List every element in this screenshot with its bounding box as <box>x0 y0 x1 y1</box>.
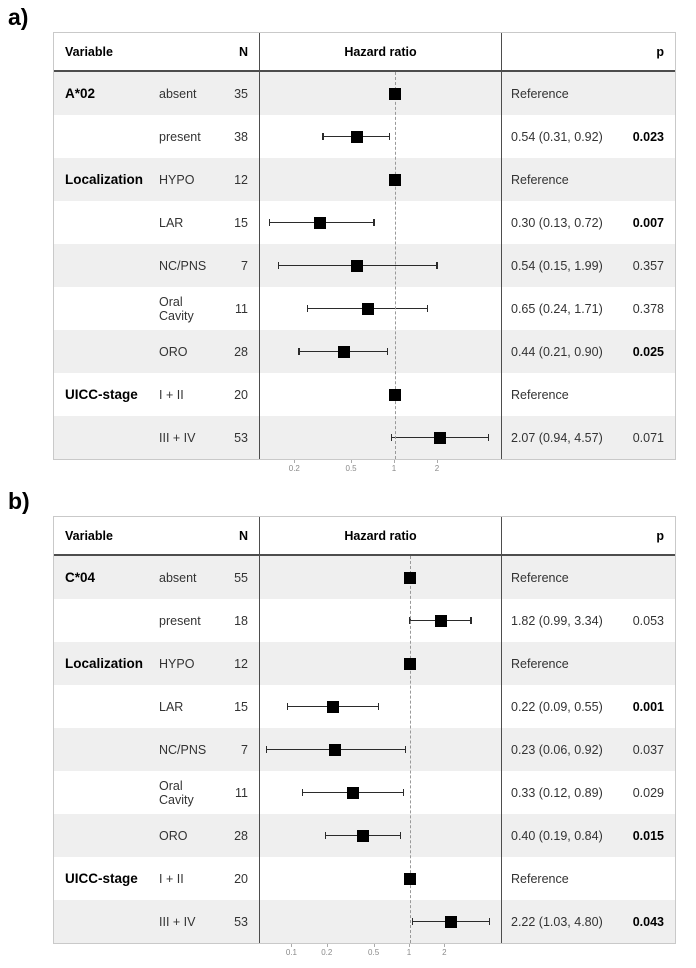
header-n: N <box>238 528 248 543</box>
variable-group-label: UICC-stage <box>65 871 138 886</box>
hr-ci-label: 2.22 (1.03, 4.80) <box>511 914 603 929</box>
hr-plot-cell <box>260 814 501 857</box>
panel-label-a: a) <box>8 4 29 30</box>
variable-group-label: C*04 <box>65 570 96 585</box>
forest-panel-a <box>0 4 696 480</box>
axis-tick <box>291 944 292 947</box>
axis-tick-label: 0.5 <box>368 948 380 957</box>
hr-ci-label: 0.40 (0.19, 0.84) <box>511 828 603 843</box>
n-value: 11 <box>235 301 248 316</box>
table-row <box>54 814 675 857</box>
n-value: 55 <box>234 570 248 585</box>
table-row <box>54 330 675 373</box>
panel-label-b: b) <box>8 488 30 514</box>
hr-marker <box>327 701 339 713</box>
variable-group-label: Localization <box>65 656 144 671</box>
n-value: 53 <box>234 430 248 445</box>
forest-table-a <box>53 32 676 460</box>
p-value: 0.023 <box>632 129 664 144</box>
table-row <box>54 115 675 158</box>
hr-ci-label: Reference <box>511 871 569 886</box>
n-value: 28 <box>234 344 248 359</box>
hr-ci-label: 0.23 (0.06, 0.92) <box>511 742 603 757</box>
hr-marker <box>389 88 401 100</box>
ci-cap-high <box>405 746 406 753</box>
hr-plot-cell <box>260 287 501 330</box>
table-row <box>54 416 675 459</box>
axis-tick <box>437 460 438 463</box>
axis-tick-label: 0.5 <box>345 464 357 473</box>
variable-level-label: NC/PNS <box>159 742 207 757</box>
table-row <box>54 72 675 115</box>
axis-tick <box>374 944 375 947</box>
ci-cap-low <box>287 703 288 710</box>
p-value: 0.378 <box>632 301 664 316</box>
ci-cap-low <box>302 789 303 796</box>
header-variable: Variable <box>65 44 113 59</box>
hr-plot-cell <box>260 642 501 685</box>
axis-tick <box>351 460 352 463</box>
hr-ci-label: 0.54 (0.31, 0.92) <box>511 129 603 144</box>
variable-level-label: absent <box>159 570 197 585</box>
axis-a <box>53 460 676 480</box>
hr-ci-label: Reference <box>511 387 569 402</box>
n-value: 28 <box>234 828 248 843</box>
n-value: 7 <box>241 258 248 273</box>
forest-panel-b <box>0 488 696 964</box>
hr-plot-cell <box>260 115 501 158</box>
hr-marker <box>347 787 359 799</box>
table-row <box>54 900 675 943</box>
hr-plot-cell <box>260 771 501 814</box>
hr-marker <box>389 389 401 401</box>
variable-level-label: LAR <box>159 699 184 714</box>
hr-plot-cell <box>260 556 501 599</box>
hr-plot-cell <box>260 900 501 943</box>
hr-ci-label: 0.22 (0.09, 0.55) <box>511 699 603 714</box>
ci-cap-low <box>266 746 267 753</box>
ci-cap-low <box>325 832 326 839</box>
table-row <box>54 685 675 728</box>
ci-cap-low <box>278 262 279 269</box>
variable-level-label: I + II <box>159 871 184 886</box>
p-value: 0.001 <box>632 699 664 714</box>
variable-level-label: ORO <box>159 828 188 843</box>
header-variable: Variable <box>65 528 113 543</box>
hr-plot-cell <box>260 72 501 115</box>
n-value: 15 <box>234 215 248 230</box>
hr-marker <box>434 432 446 444</box>
variable-level-label: I + II <box>159 387 184 402</box>
n-value: 20 <box>234 871 248 886</box>
hr-ci-label: 0.30 (0.13, 0.72) <box>511 215 603 230</box>
hr-ci-label: Reference <box>511 172 569 187</box>
table-row <box>54 728 675 771</box>
hr-plot-cell <box>260 373 501 416</box>
p-value: 0.015 <box>632 828 664 843</box>
hr-ci-label: Reference <box>511 656 569 671</box>
table-row <box>54 373 675 416</box>
table-row <box>54 857 675 900</box>
variable-group-label: Localization <box>65 172 144 187</box>
table-header <box>54 517 675 556</box>
axis-tick <box>394 460 395 463</box>
hr-marker <box>357 830 369 842</box>
hr-ci-label: 0.33 (0.12, 0.89) <box>511 785 603 800</box>
p-value: 0.053 <box>632 613 664 628</box>
variable-group-label: A*02 <box>65 86 96 101</box>
table-header <box>54 33 675 72</box>
ci-cap-high <box>378 703 379 710</box>
variable-level-label: III + IV <box>159 430 196 445</box>
axis-tick <box>444 944 445 947</box>
n-value: 7 <box>241 742 248 757</box>
hr-plot-cell <box>260 201 501 244</box>
axis-tick-label: 2 <box>434 464 440 473</box>
reference-line <box>410 556 411 943</box>
hr-marker <box>389 174 401 186</box>
hr-marker <box>445 916 457 928</box>
hr-ci-label: Reference <box>511 570 569 585</box>
variable-level-label: present <box>159 129 201 144</box>
ci-cap-high <box>489 918 490 925</box>
variable-level-label: HYPO <box>159 656 195 671</box>
variable-level-label: absent <box>159 86 197 101</box>
axis-tick-label: 2 <box>442 948 447 957</box>
axis-tick-label: 1 <box>406 948 412 957</box>
ci-cap-low <box>298 348 299 355</box>
variable-level-label: present <box>159 613 201 628</box>
hr-ci-label: Reference <box>511 86 569 101</box>
plot-right-divider <box>501 517 502 943</box>
ci-cap-high <box>470 617 471 624</box>
n-value: 35 <box>234 86 248 101</box>
variable-group-label: UICC-stage <box>65 387 138 402</box>
table-row <box>54 771 675 814</box>
hr-marker <box>362 303 374 315</box>
hr-marker <box>338 346 350 358</box>
forest-rows <box>54 72 675 459</box>
hr-plot-cell <box>260 599 501 642</box>
hr-ci-label: 0.65 (0.24, 1.71) <box>511 301 603 316</box>
axis-tick <box>327 944 328 947</box>
variable-level-label: III + IV <box>159 914 196 929</box>
p-value: 0.037 <box>632 742 664 757</box>
variable-level-label: ORO <box>159 344 188 359</box>
hr-marker <box>435 615 447 627</box>
axis-tick-label: 1 <box>391 464 397 473</box>
axis-tick-label: 0.2 <box>321 948 333 957</box>
hr-marker <box>404 658 416 670</box>
axis-tick-label: 0.2 <box>288 464 300 473</box>
table-row <box>54 599 675 642</box>
hr-ci-label: 2.07 (0.94, 4.57) <box>511 430 603 445</box>
hr-plot-cell <box>260 158 501 201</box>
axis-tick <box>409 944 410 947</box>
plot-right-divider <box>501 33 502 459</box>
ci-cap-low <box>307 305 308 312</box>
n-value: 12 <box>234 172 248 187</box>
ci-cap-high <box>488 434 489 441</box>
p-value: 0.029 <box>632 785 664 800</box>
ci-cap-low <box>269 219 270 226</box>
ci-cap-high <box>389 133 390 140</box>
ci-cap-high <box>387 348 388 355</box>
p-value: 0.007 <box>632 215 664 230</box>
hr-marker <box>351 131 363 143</box>
header-p: p <box>656 528 664 543</box>
hr-plot-cell <box>260 857 501 900</box>
hr-ci-label: 0.44 (0.21, 0.90) <box>511 344 603 359</box>
n-value: 12 <box>234 656 248 671</box>
ci-cap-high <box>427 305 428 312</box>
table-row <box>54 556 675 599</box>
p-value: 0.043 <box>632 914 664 929</box>
ci-cap-high <box>436 262 437 269</box>
hr-plot-cell <box>260 728 501 771</box>
p-value: 0.071 <box>632 430 664 445</box>
ci-cap-low <box>391 434 392 441</box>
reference-line <box>395 72 396 459</box>
n-value: 18 <box>234 613 248 628</box>
variable-level-label: HYPO <box>159 172 195 187</box>
axis-tick <box>294 460 295 463</box>
table-row <box>54 244 675 287</box>
plot-left-divider <box>259 33 260 459</box>
header-hazard-ratio: Hazard ratio <box>344 44 417 59</box>
ci-cap-low <box>322 133 323 140</box>
ci-cap-high <box>400 832 401 839</box>
n-value: 38 <box>234 129 248 144</box>
hr-marker <box>404 873 416 885</box>
plot-left-divider <box>259 517 260 943</box>
p-value: 0.357 <box>632 258 664 273</box>
ci-cap-low <box>412 918 413 925</box>
axis-b <box>53 944 676 964</box>
variable-level-label: NC/PNS <box>159 258 207 273</box>
n-value: 53 <box>234 914 248 929</box>
hr-plot-cell <box>260 330 501 373</box>
hr-ci-label: 1.82 (0.99, 3.34) <box>511 613 603 628</box>
table-row <box>54 201 675 244</box>
variable-level-label: LAR <box>159 215 184 230</box>
hr-marker <box>351 260 363 272</box>
hr-marker <box>329 744 341 756</box>
forest-table-b <box>53 516 676 944</box>
axis-tick-label: 0.1 <box>285 948 297 957</box>
p-value: 0.025 <box>632 344 664 359</box>
n-value: 15 <box>234 699 248 714</box>
variable-level-label: Oral Cavity <box>159 778 194 807</box>
hr-plot-cell <box>260 244 501 287</box>
forest-rows <box>54 556 675 943</box>
header-hazard-ratio: Hazard ratio <box>344 528 417 543</box>
n-value: 20 <box>234 387 248 402</box>
hr-marker <box>404 572 416 584</box>
ci-cap-high <box>403 789 404 796</box>
variable-level-label: Oral Cavity <box>159 294 194 323</box>
ci-cap-high <box>373 219 374 226</box>
n-value: 11 <box>235 785 248 800</box>
hr-ci-label: 0.54 (0.15, 1.99) <box>511 258 603 273</box>
table-row <box>54 642 675 685</box>
hr-marker <box>314 217 326 229</box>
header-p: p <box>656 44 664 59</box>
hr-plot-cell <box>260 416 501 459</box>
table-row <box>54 287 675 330</box>
hr-plot-cell <box>260 685 501 728</box>
table-row <box>54 158 675 201</box>
header-n: N <box>238 44 248 59</box>
